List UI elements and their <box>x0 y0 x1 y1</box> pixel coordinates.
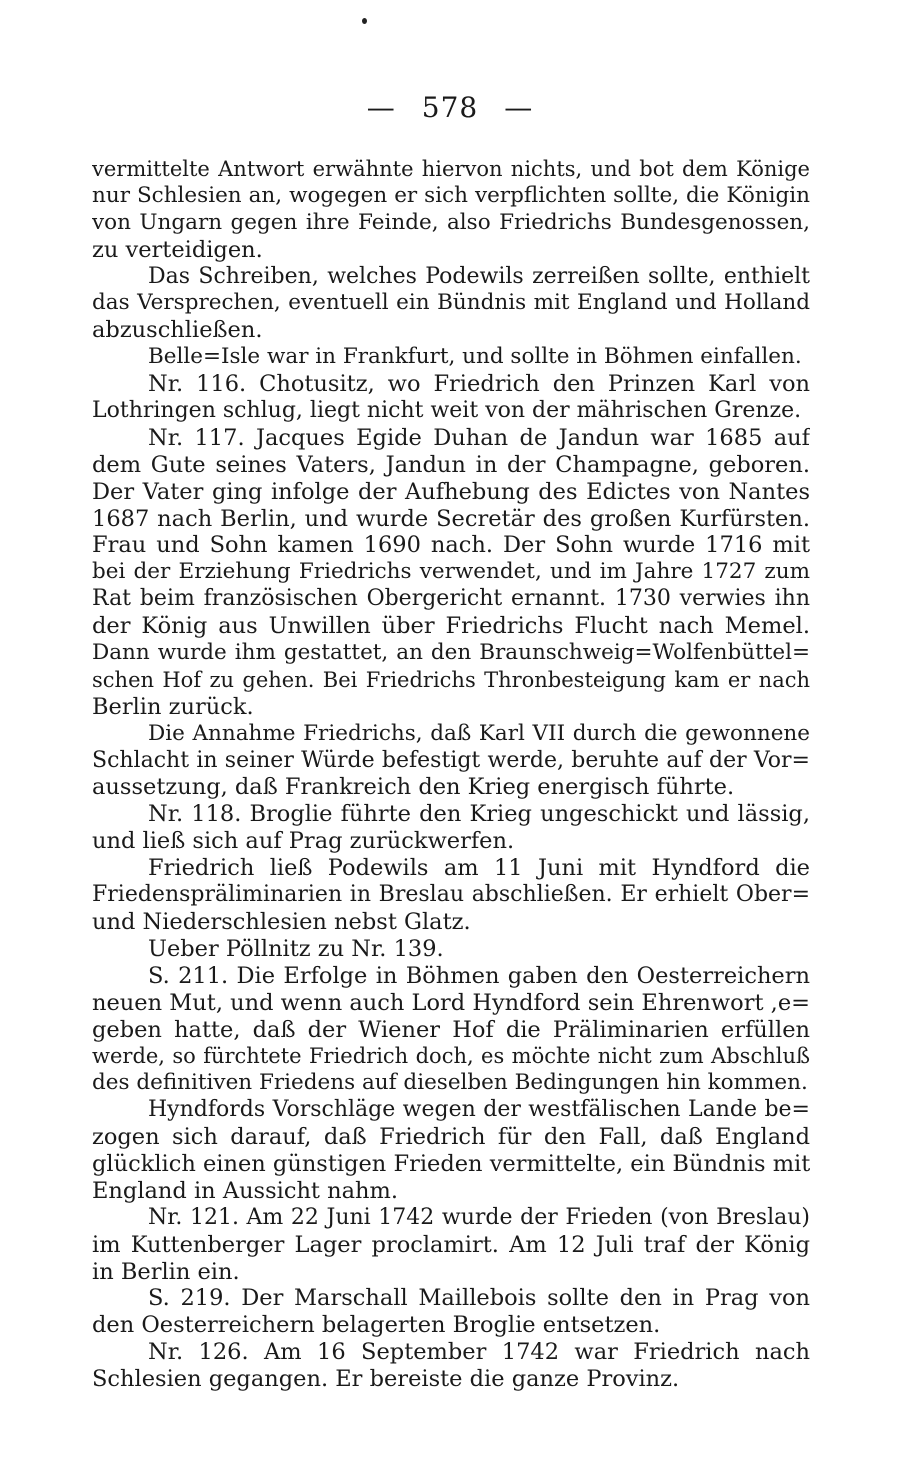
text-line: aussetzung, daß Frankreich den Krieg energisch führte. <box>92 774 735 801</box>
text-line: Friedenspräliminarien in Breslau abschließen. Er erhielt Ober= <box>92 882 810 908</box>
text-line: Nr. 116. Chotusitz, wo Friedrich den Prinzen Karl von <box>148 371 810 398</box>
text-line: Berlin zurück. <box>92 693 254 720</box>
text-line: vermittelte Antwort erwähnte hiervon nichts, und bot dem Könige <box>92 157 810 181</box>
text-line: im Kuttenberger Lager proclamirt. Am 12 Juli traf der König <box>92 1231 810 1258</box>
text-line: nur Schlesien an, wogegen er sich verpflichten sollte, die Königin <box>92 182 810 208</box>
text-line: Schlacht in seiner Würde befestigt werde, beruhte auf der Vor= <box>92 747 810 773</box>
text-line: Lothringen schlug, liegt nicht weit von der mährischen Grenze. <box>92 398 802 424</box>
text-line: des definitiven Friedens auf dieselben Bedingungen hin kommen. <box>92 1070 808 1096</box>
text-line: S. 211. Die Erfolge in Böhmen gaben den Oesterreichern <box>148 962 810 989</box>
text-line: von Ungarn gegen ihre Feinde, also Friedrichs Bundesgenossen, <box>92 209 810 235</box>
text-line: das Versprechen, eventuell ein Bündnis mit England und Holland <box>92 290 810 316</box>
text-line: der König aus Unwillen über Friedrichs Flucht nach Memel. <box>92 613 810 640</box>
text-line: zu verteidigen. <box>92 236 263 263</box>
text-line: dem Gute seines Vaters, Jandun in der Champagne, geboren. <box>92 451 810 478</box>
text-line: abzuschließen. <box>92 317 263 344</box>
text-line: zogen sich darauf, daß Friedrich für den Fall, daß England <box>92 1124 810 1151</box>
header-dash-left: — <box>366 91 396 124</box>
header-dash-right: — <box>504 91 534 124</box>
text-line: Die Annahme Friedrichs, daß Karl VII durch die gewonnene <box>148 720 810 746</box>
text-line: werde, so fürchtete Friedrich doch, es möchte nicht zum Abschluß <box>92 1044 810 1069</box>
body-text <box>92 156 810 1393</box>
text-line: Ueber Pöllnitz zu Nr. 139. <box>148 935 444 962</box>
text-line: in Berlin ein. <box>92 1258 240 1285</box>
text-line: schen Hof zu gehen. Bei Friedrichs Thronbesteigung kam er nach <box>92 667 810 692</box>
text-line: und ließ sich auf Prag zurückwerfen. <box>92 828 515 855</box>
text-line: 1687 nach Berlin, und wurde Secretär des großen Kurfürsten. <box>92 505 810 532</box>
text-line: glücklich einen günstigen Frieden vermittelte, ein Bündnis mit <box>92 1150 810 1177</box>
text-line: Friedrich ließ Podewils am 11 Juni mit Hyndford die <box>148 855 810 882</box>
text-line: Nr. 121. Am 22 Juni 1742 wurde der Frieden (von Breslau) <box>148 1204 810 1230</box>
text-line: Der Vater ging infolge der Aufhebung des Edictes von Nantes <box>92 478 810 505</box>
text-line: England in Aussicht nahm. <box>92 1177 399 1204</box>
text-line: S. 219. Der Marschall Maillebois sollte den in Prag von <box>148 1285 810 1312</box>
page-header <box>0 90 900 126</box>
text-line: Hyndfords Vorschläge wegen der westfälischen Lande be= <box>148 1097 810 1123</box>
text-line: Nr. 118. Broglie führte den Krieg ungeschickt und lässig, <box>148 801 810 828</box>
page-number: 578 <box>421 91 479 124</box>
ink-speck <box>362 18 367 24</box>
text-line: Belle=Isle war in Frankfurt, und sollte in Böhmen einfallen. <box>148 344 802 370</box>
text-line: den Oesterreichern belagerten Broglie entsetzen. <box>92 1312 661 1339</box>
text-line: neuen Mut, und wenn auch Lord Hyndford sein Ehrenwort ,e= <box>92 989 810 1016</box>
text-line: bei der Erziehung Friedrichs verwendet, und im Jahre 1727 zum <box>92 559 810 585</box>
text-line: Das Schreiben, welches Podewils zerreißen sollte, enthielt <box>148 263 810 289</box>
text-line: Schlesien gegangen. Er bereiste die ganze Provinz. <box>92 1366 680 1393</box>
text-line: Nr. 117. Jacques Egide Duhan de Jandun war 1685 auf <box>148 424 810 451</box>
text-line: Rat beim französischen Obergericht ernannt. 1730 verwies ihn <box>92 586 810 612</box>
text-line: geben hatte, daß der Wiener Hof die Präliminarien erfüllen <box>92 1016 810 1043</box>
text-line: und Niederschlesien nebst Glatz. <box>92 908 471 935</box>
text-line: Nr. 126. Am 16 September 1742 war Friedrich nach <box>148 1339 810 1366</box>
text-line: Dann wurde ihm gestattet, an den Braunschweig=Wolfenbüttel= <box>92 640 810 666</box>
text-line: Frau und Sohn kamen 1690 nach. Der Sohn wurde 1716 mit <box>92 532 810 559</box>
